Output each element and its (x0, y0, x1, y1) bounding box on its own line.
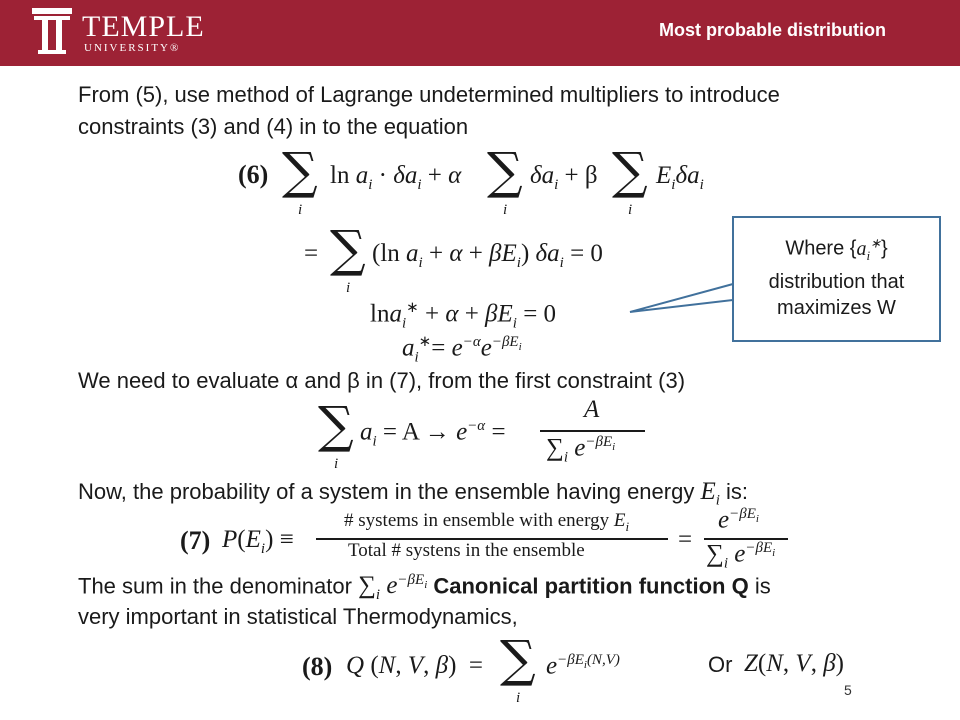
text-line-6: very important in statistical Thermodynamics, (78, 604, 518, 629)
page-number: 5 (844, 682, 852, 698)
logo-name: TEMPLE (82, 10, 205, 43)
callout-line-3: maximizes W (777, 296, 896, 319)
text-line-2: constraints (3) and (4) in to the equation (78, 114, 469, 139)
text-line-5: The sum in the denominator $\sum_i$ $e^{-\beta E_i}$ Canonical partition function Q is (78, 572, 771, 604)
eq8-or: Or (708, 652, 733, 677)
callout-box (732, 216, 941, 342)
text-line-4: Now, the probability of a system in the ensemble having energy $E_i$ is: (78, 478, 749, 509)
eq7-numerator: # systems in ensemble with energy (344, 510, 610, 531)
eq7-denominator: Total # systens in the ensemble (348, 540, 585, 561)
eq6-label: (6) (238, 160, 269, 189)
text-line-3: We need to evaluate α and β in (7), from the first constraint (3) (78, 368, 686, 393)
eq8-label: (8) (302, 652, 333, 681)
eq7-label: (7) (180, 526, 211, 555)
callout-line-2: distribution that (768, 270, 905, 293)
logo-subtitle: UNIVERSITY® (84, 42, 181, 54)
text-line-1: From (5), use method of Lagrange undetermined multipliers to introduce (78, 82, 780, 107)
slide-title: Most probable distribution (659, 20, 886, 40)
callout-line-1: Where $\{a_i^∗\}$ (785, 235, 888, 263)
